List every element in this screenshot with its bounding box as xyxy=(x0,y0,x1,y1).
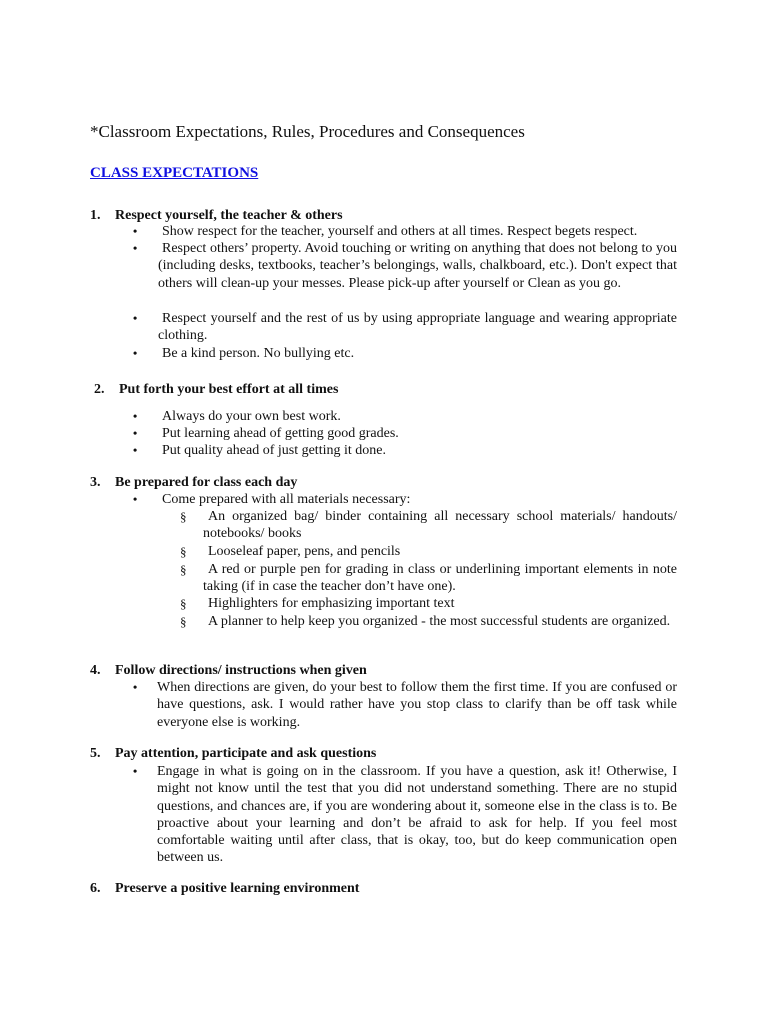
bullet-item: Come prepared with all materials necessary: xyxy=(162,492,411,507)
rule-number: 3. xyxy=(90,475,101,490)
rule-heading-4 xyxy=(90,662,367,679)
bullet-icon: • xyxy=(133,764,138,778)
section-mark-icon: § xyxy=(180,544,187,559)
rule-heading-text: Put forth your best effort at all times xyxy=(119,382,339,397)
bullet-icon: • xyxy=(133,346,138,360)
rule-number: 1. xyxy=(90,208,101,223)
bullet-icon: • xyxy=(133,241,138,255)
rule-number: 2. xyxy=(94,382,105,397)
rule-heading-3 xyxy=(90,474,297,491)
bullet-icon: • xyxy=(133,680,138,694)
rule-number: 4. xyxy=(90,663,101,678)
rule-heading-text: Respect yourself, the teacher & others xyxy=(115,208,343,223)
rule-heading-5 xyxy=(90,745,376,762)
bullet-item: Be a kind person. No bullying etc. xyxy=(162,346,355,361)
bullet-item: Put quality ahead of just getting it done. xyxy=(162,443,386,458)
bullet-item: Always do your own best work. xyxy=(162,409,341,424)
rule-heading-2 xyxy=(94,381,338,398)
bullet-icon: • xyxy=(133,426,138,440)
sub-list-item: Highlighters for emphasizing important text xyxy=(208,596,455,611)
rule-number: 5. xyxy=(90,746,101,761)
section-heading-class-expectations[interactable]: CLASS EXPECTATIONS xyxy=(90,165,259,181)
bullet-icon: • xyxy=(133,311,138,325)
section-mark-icon: § xyxy=(180,596,187,611)
bullet-item: Engage in what is going on in the classroom. If you have a question, ask it! Otherwise, I might not know until the test that you did not understand something. There are no stupid questions, and chances are, if you are wondering about it, someone else in the class is to. Be proactive about your learning and don’t be afraid to ask for help. If you feel most comfortable waiting until after class, that is okay, too, but do keep communication open between us. xyxy=(157,764,677,866)
sub-list-item: Looseleaf paper, pens, and pencils xyxy=(208,544,401,559)
bullet-item: Respect others’ property. Avoid touching or writing on anything that does not belong to you (including desks, textbooks, teacher’s belongings, walls, chalkboard, etc.). Don't expect that others will clean-up your messes. Please pick-up after yourself or Clean as you go. xyxy=(158,241,677,291)
sub-list-item: A planner to help keep you organized - the most successful students are organized. xyxy=(208,614,671,629)
document-title: *Classroom Expectations, Rules, Procedures and Consequences xyxy=(90,122,525,141)
section-mark-icon: § xyxy=(180,614,187,629)
section-mark-icon: § xyxy=(180,509,187,524)
rule-heading-6 xyxy=(90,880,359,897)
sub-list-item: An organized bag/ binder containing all necessary school materials/ handouts/ notebooks/ books xyxy=(203,509,677,542)
bullet-item: Put learning ahead of getting good grades. xyxy=(162,426,399,441)
bullet-item: Show respect for the teacher, yourself and others at all times. Respect begets respect. xyxy=(162,224,638,239)
bullet-icon: • xyxy=(133,443,138,457)
sub-list-item: A red or purple pen for grading in class or underlining important elements in note taking (if in case the teacher don’t have one). xyxy=(203,562,677,595)
bullet-icon: • xyxy=(133,224,138,238)
bullet-icon: • xyxy=(133,492,138,506)
bullet-item: Respect yourself and the rest of us by using appropriate language and wearing appropriate clothing. xyxy=(158,311,677,344)
rule-heading-text: Preserve a positive learning environment xyxy=(115,881,360,896)
bullet-icon: • xyxy=(133,409,138,423)
section-mark-icon: § xyxy=(180,562,187,577)
bullet-item: When directions are given, do your best to follow them the first time. If you are confused or have questions, ask. I would rather have you stop class to clarify than be off task while everyone else is working. xyxy=(157,680,677,730)
rule-number: 6. xyxy=(90,881,101,896)
rule-heading-text: Be prepared for class each day xyxy=(115,475,298,490)
rule-heading-text: Follow directions/ instructions when given xyxy=(115,663,367,678)
rule-heading-text: Pay attention, participate and ask questions xyxy=(115,746,377,761)
rule-heading-1 xyxy=(90,207,343,224)
